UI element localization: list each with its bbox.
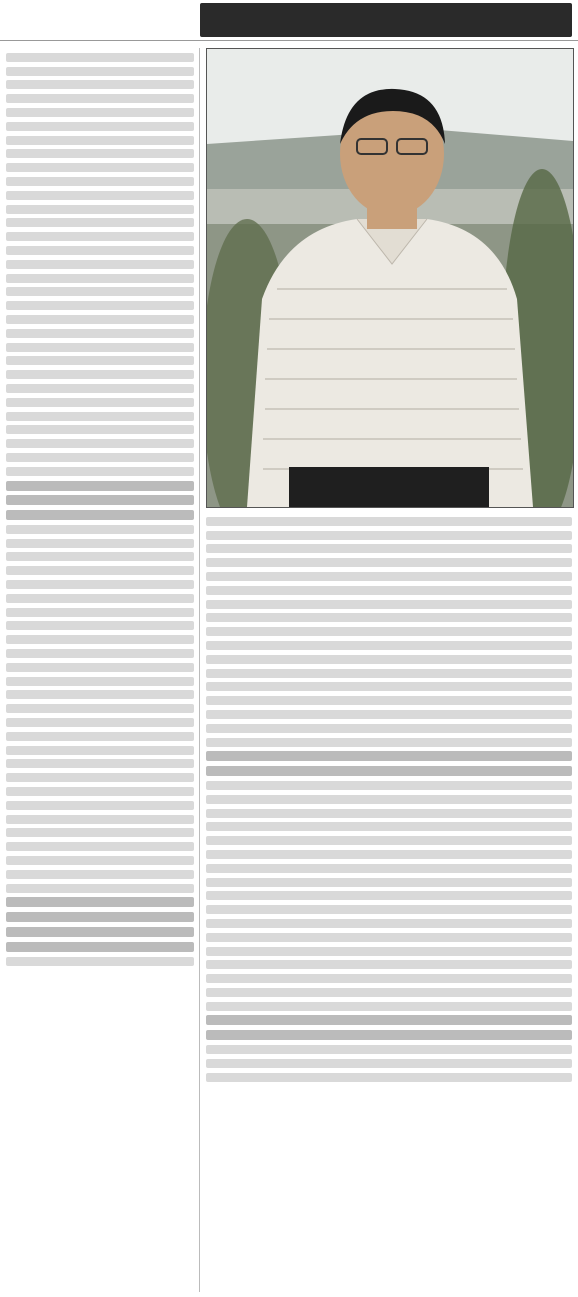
text-line-placeholder [6,718,194,727]
text-line-placeholder [206,751,572,761]
text-line-placeholder [6,801,194,810]
text-line-placeholder [206,988,572,997]
text-line-placeholder [6,218,194,227]
text-line-placeholder [206,696,572,705]
text-line-placeholder [6,566,194,575]
text-line-placeholder [6,467,194,476]
text-line-placeholder [6,274,194,283]
column-divider [199,48,200,1292]
text-line-placeholder [206,655,572,664]
text-line-placeholder [206,766,572,776]
text-line-placeholder [206,919,572,928]
text-line-placeholder [6,370,194,379]
text-line-placeholder [6,635,194,644]
text-line-placeholder [6,301,194,310]
text-line-placeholder [206,544,572,553]
text-line-placeholder [6,510,194,520]
left-column [6,48,194,1292]
text-line-placeholder [6,927,194,937]
text-line-placeholder [6,232,194,241]
text-line-placeholder [206,710,572,719]
text-line-placeholder [206,822,572,831]
text-line-placeholder [6,315,194,324]
text-line-placeholder [206,850,572,859]
text-line-placeholder [206,600,572,609]
text-line-placeholder [206,809,572,818]
text-line-placeholder [6,177,194,186]
page-header [0,0,578,41]
text-line-placeholder [6,53,194,62]
text-line-placeholder [6,815,194,824]
text-line-placeholder [6,384,194,393]
text-line-placeholder [6,136,194,145]
text-line-placeholder [206,627,572,636]
text-line-placeholder [6,704,194,713]
text-line-placeholder [206,1030,572,1040]
text-line-placeholder [6,163,194,172]
text-line-placeholder [206,738,572,747]
text-line-placeholder [206,974,572,983]
text-line-placeholder [6,287,194,296]
text-line-placeholder [6,122,194,131]
text-line-placeholder [6,453,194,462]
text-line-placeholder [6,439,194,448]
text-line-placeholder [6,663,194,672]
text-line-placeholder [6,732,194,741]
text-line-placeholder [6,552,194,561]
text-line-placeholder [6,677,194,686]
text-line-placeholder [206,947,572,956]
text-line-placeholder [6,539,194,548]
text-line-placeholder [206,781,572,790]
text-line-placeholder [6,942,194,952]
text-line-placeholder [206,864,572,873]
text-line-placeholder [6,957,194,966]
text-line-placeholder [206,1045,572,1054]
text-line-placeholder [6,412,194,421]
text-line-placeholder [6,205,194,214]
text-line-placeholder [6,525,194,534]
text-line-placeholder [206,1059,572,1068]
text-line-placeholder [206,905,572,914]
text-line-placeholder [6,649,194,658]
text-line-placeholder [206,641,572,650]
text-line-placeholder [6,773,194,782]
text-line-placeholder [206,1073,572,1082]
text-line-placeholder [6,608,194,617]
text-line-placeholder [6,425,194,434]
text-line-placeholder [6,356,194,365]
text-line-placeholder [6,842,194,851]
text-line-placeholder [6,621,194,630]
text-line-placeholder [6,912,194,922]
text-line-placeholder [6,191,194,200]
text-line-placeholder [6,787,194,796]
text-line-placeholder [206,933,572,942]
text-line-placeholder [6,828,194,837]
text-line-placeholder [206,586,572,595]
text-line-placeholder [6,67,194,76]
text-line-placeholder [206,669,572,678]
portrait-photo [206,48,574,508]
text-line-placeholder [6,690,194,699]
text-line-placeholder [6,870,194,879]
text-line-placeholder [206,613,572,622]
portrait-illustration [207,49,573,507]
text-line-placeholder [6,897,194,907]
text-line-placeholder [6,481,194,491]
text-line-placeholder [206,1015,572,1025]
text-line-placeholder [206,795,572,804]
text-line-placeholder [6,94,194,103]
text-line-placeholder [206,517,572,526]
text-line-placeholder [6,884,194,893]
text-line-placeholder [6,759,194,768]
text-line-placeholder [206,572,572,581]
text-line-placeholder [206,1002,572,1011]
text-line-placeholder [6,343,194,352]
text-line-placeholder [6,495,194,505]
text-line-placeholder [206,878,572,887]
text-line-placeholder [6,856,194,865]
text-line-placeholder [206,531,572,540]
text-line-placeholder [206,558,572,567]
article-title [200,3,572,37]
right-column [206,512,572,1292]
text-line-placeholder [6,246,194,255]
text-line-placeholder [6,80,194,89]
text-line-placeholder [6,398,194,407]
text-line-placeholder [6,108,194,117]
text-line-placeholder [6,580,194,589]
text-line-placeholder [206,836,572,845]
text-line-placeholder [6,149,194,158]
text-line-placeholder [6,746,194,755]
text-line-placeholder [206,891,572,900]
text-line-placeholder [206,960,572,969]
text-line-placeholder [206,682,572,691]
text-line-placeholder [6,594,194,603]
text-line-placeholder [6,260,194,269]
text-line-placeholder [206,724,572,733]
text-line-placeholder [6,329,194,338]
